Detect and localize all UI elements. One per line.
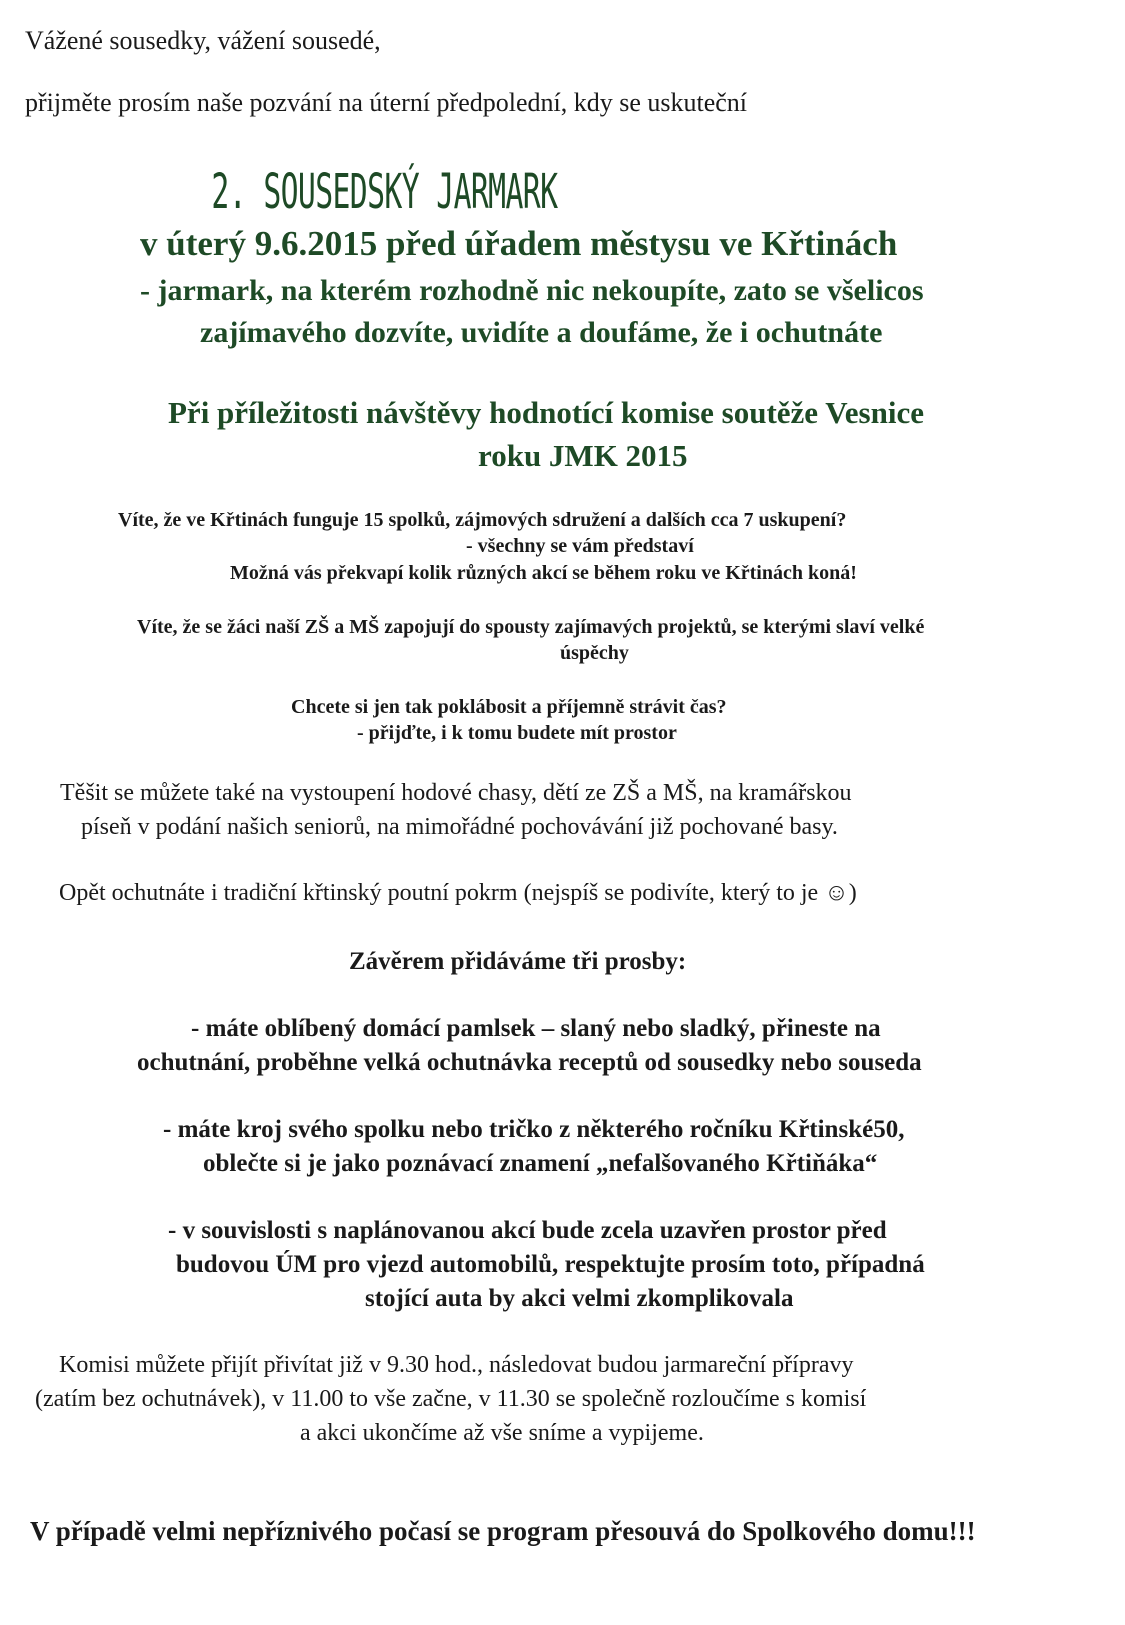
question-line: Víte, že se žáci naší ZŠ a MŠ zapojují do spousty zajímavých projektů, se kterými slaví velké [137, 616, 925, 638]
request-line: - máte kroj svého spolku nebo tričko z některého ročníku Křtinské50, [163, 1116, 905, 1143]
request-line: - máte oblíbený domácí pamlsek – slaný nebo sladký, přineste na [191, 1015, 881, 1042]
question-line: - přijďte, i k tomu budete mít prostor [357, 722, 677, 744]
request-line: budovou ÚM pro vjezd automobilů, respektujte prosím toto, případná [176, 1251, 925, 1278]
event-date-line: v úterý 9.6.2015 před úřadem městysu ve Křtinách [140, 224, 898, 263]
occasion-line: Při příležitosti návštěvy hodnotící komise soutěže Vesnice [168, 395, 924, 430]
request-line: stojící auta by akci velmi zkomplikovala [365, 1285, 794, 1312]
closing-heading: Závěrem přidáváme tři prosby: [349, 948, 687, 975]
question-line: - všechny se vám představí [466, 535, 694, 557]
program-line: píseň v podání našich seniorů, na mimořádné pochovávání již pochované basy. [81, 814, 838, 840]
question-line: Možná vás překvapí kolik různých akcí se během roku ve Křtinách koná! [230, 562, 857, 584]
request-line: oblečte si je jako poznávací znamení „nefalšovaného Křtiňáka“ [203, 1150, 878, 1177]
commission-line: Komisi můžete přijít přivítat již v 9.30 hod., následovat budou jarmareční přípravy [59, 1352, 854, 1378]
intro-line: přijměte prosím naše pozvání na úterní předpolední, kdy se uskuteční [25, 88, 748, 117]
question-line: Víte, že ve Křtinách funguje 15 spolků, zájmových sdružení a dalších cca 7 uskupení? [118, 509, 847, 531]
program-line: Těšit se můžete také na vystoupení hodové chasy, dětí ze ZŠ a MŠ, na kramářskou [60, 780, 852, 806]
question-line: Chcete si jen tak poklábosit a příjemně strávit čas? [291, 696, 727, 718]
event-title: 2. SOUSEDSKÝ JARMARK [211, 164, 558, 220]
greeting: Vážené sousedky, vážení sousedé, [25, 26, 381, 55]
jarmark-description-line: zajímavého dozvíte, uvidíte a doufáme, že i ochutnáte [200, 316, 883, 349]
request-line: ochutnání, proběhne velká ochutnávka receptů od sousedky nebo souseda [137, 1049, 922, 1076]
commission-line: a akci ukončíme až vše sníme a vypijeme. [300, 1420, 704, 1446]
commission-line: (zatím bez ochutnávek), v 11.00 to vše začne, v 11.30 se společně rozloučíme s komisí [35, 1386, 867, 1412]
occasion-line: roku JMK 2015 [478, 438, 688, 473]
jarmark-description-line: - jarmark, na kterém rozhodně nic nekoupíte, zato se všelicos [140, 274, 924, 307]
request-line: - v souvislosti s naplánovanou akcí bude zcela uzavřen prostor před [168, 1217, 887, 1244]
question-line: úspěchy [560, 642, 629, 664]
weather-note: V případě velmi nepříznivého počasí se program přesouvá do Spolkového domu!!! [30, 1516, 976, 1546]
taste-line: Opět ochutnáte i tradiční křtinský poutní pokrm (nejspíš se podivíte, který to je ☺) [59, 880, 857, 906]
